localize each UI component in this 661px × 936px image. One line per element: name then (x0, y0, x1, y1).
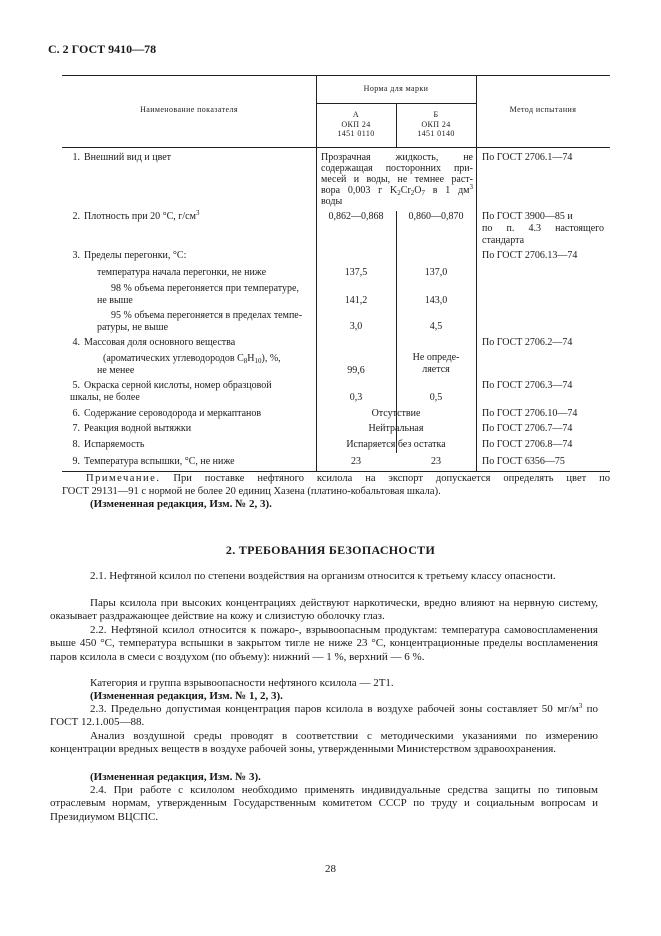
note-label: Примечание. (86, 473, 161, 484)
row-1-name: Внешний вид и цвет (84, 152, 172, 163)
paragraph-2-1: 2.1. Нефтяной ксилол по степени воздействия на организм относится к третьему классу опасности. (90, 570, 556, 582)
row-5-name-line: шкалы, не более (70, 392, 140, 403)
row-2-method-line: по п. 4.3 настоящего (482, 223, 604, 234)
row-4-method: По ГОСТ 2706.2—74 (482, 337, 573, 348)
row-2-name: Плотность при 20 °С, $г/см^3$ (84, 209, 200, 222)
col-name-header: Наименование показателя (140, 105, 238, 114)
paragraph-analysis: Анализ воздушной среды проводят в соответствии с методическими указаниями по измерению концентрации вредных веществ в воздухе рабочей зоны, утвержденными Министерством здравоохранения. (50, 730, 598, 756)
row-1-norm-line: содержащая посторонних при- (321, 163, 473, 174)
paragraph-2-3: 2.3. Предельно допустимая концентрация паров ксилола в воздухе рабочей зоны составляет 50 $мг/м^3$ по ГОСТ 12.1.005—88. (50, 702, 598, 729)
amendment-note-1: (Измененная редакция, Изм. № 2, 3). (90, 498, 272, 510)
row-2-method (482, 211, 604, 247)
row-5-name-line: Окраска серной кислоты, номер образцовой (84, 380, 272, 391)
row-3-sub-2-line: 98 % объема перегоняется при температуре, (111, 283, 299, 294)
row-9-name: Температура вспышки, °С, не ниже (84, 456, 235, 467)
paragraph-hazard: Пары ксилола при высоких концентрациях действуют наркотически, вредно влияют на нервную систему, оказывает раздражающее действие на кожу и слизистую оболочку глаз. (50, 597, 598, 623)
col-b-letter: Б (433, 110, 439, 119)
col-b-header (396, 110, 476, 139)
row-1-appearance-norm (321, 152, 473, 207)
row-1-norm-line: Прозрачная жидкость, не (321, 152, 473, 163)
row-3-name: Пределы перегонки, °С: (84, 250, 187, 261)
row-3-sub-3-name (97, 310, 315, 334)
row-3-sub-1-a: 137,5 (344, 267, 368, 278)
row-7-name: Реакция водной вытяжки (84, 423, 192, 434)
row-3-sub-1-b: 137,0 (424, 267, 448, 278)
col-b-code: 1451 0140 (417, 129, 455, 139)
col-a-okp: ОКП 24 (341, 119, 371, 129)
row-3-sub-3-line: 95 % объема перегоняется в пределах темпе- (111, 310, 303, 321)
table-top-rule (62, 75, 610, 76)
row-4-name: Массовая доля основного вещества (84, 337, 236, 348)
row-2-num: 2. (72, 211, 80, 222)
row-4-name-cont (97, 353, 315, 377)
paragraph-2-2: 2.2. Нефтяной ксилол относится к пожаро-, взрывоопасным продуктам: температура самовоспламенения выше 450 °С, температура вспышки в закрытом тигле не ниже 23 °С, концентрационные пределы воспламенения паров ксилола в смеси с воздухом (по объему): нижний — 1 %, верхний — 6 %. (50, 624, 598, 663)
row-2-method-line: По ГОСТ 3900—85 и (482, 211, 573, 222)
row-9-a: 23 (351, 456, 361, 467)
row-7-num: 7. (72, 423, 80, 434)
row-1-norm-line: месей и воды, не темнее раст- (321, 174, 473, 185)
row-4-name-line: не менее (97, 365, 135, 376)
note-line: Примечание. При поставке нефтяного ксилола на экспорт допускается определять цвет по (86, 473, 610, 484)
row-3-method: По ГОСТ 2706.13—74 (482, 250, 578, 261)
col-a-code: 1451 0110 (337, 129, 375, 139)
row-4-b-line: Не опреде- (412, 352, 460, 363)
paragraph-category: Категория и группа взрывоопасности нефтяного ксилола — 2Т1. (90, 677, 394, 689)
properties-table (62, 75, 610, 472)
row-9-num: 9. (72, 456, 80, 467)
row-2-method-line: стандарта (482, 235, 525, 246)
row-5-a: 0,3 (349, 392, 363, 403)
row-9-method: По ГОСТ 6356—75 (482, 456, 565, 467)
section-title: 2. ТРЕБОВАНИЯ БЕЗОПАСНОСТИ (225, 543, 436, 557)
row-8-name: Испаряемость (84, 439, 145, 450)
row-8-num: 8. (72, 439, 80, 450)
row-3-sub-3-b: 4,5 (429, 321, 443, 332)
row-5-method: По ГОСТ 2706.3—74 (482, 380, 573, 391)
row-2-a: 0,862—0,868 (328, 211, 384, 222)
row-6-ab: Отсутствие (371, 408, 421, 419)
row-6-method: По ГОСТ 2706.10—74 (482, 408, 578, 419)
row-4-a: 99,6 (347, 365, 365, 376)
amendment-note-3: (Измененная редакция, Изм. № 3). (90, 771, 261, 783)
table-bottom-rule (62, 471, 610, 472)
row-2-b: 0,860—0,870 (408, 211, 464, 222)
row-8-ab: Испаряется без остатка (346, 439, 446, 450)
row-1-num: 1. (72, 152, 80, 163)
row-9-b: 23 (431, 456, 441, 467)
row-5-name (70, 380, 314, 404)
row-3-sub-1-name: температура начала перегонки, не ниже (97, 267, 267, 278)
row-8-method: По ГОСТ 2706.8—74 (482, 439, 573, 450)
row-5-num: 5. (72, 380, 80, 391)
row-7-method: По ГОСТ 2706.7—74 (482, 423, 573, 434)
row-1-norm-line: воды (321, 196, 343, 207)
row-5-b: 0,5 (429, 392, 443, 403)
row-3-sub-2-name (97, 283, 315, 307)
row-4-num: 4. (72, 337, 80, 348)
note-line: ГОСТ 29131—91 с нормой не более 20 единиц Хазена (платино-кобальтовая шкала). (62, 485, 441, 497)
row-1-method: По ГОСТ 2706.1—74 (482, 152, 573, 163)
row-4-b (396, 352, 476, 376)
table-note (62, 473, 610, 498)
row-3-sub-2-b: 143,0 (424, 295, 448, 306)
row-4-name-line: (ароматических углеводородов $С_8Н_{10}$), %, (103, 353, 281, 365)
row-3-sub-3-a: 3,0 (349, 321, 363, 332)
page-header: С. 2 ГОСТ 9410—78 (48, 42, 157, 56)
row-1-norm-line: вора 0,003 г $K_2Cr_2O_7$ в 1 $дм^3$ (321, 183, 474, 197)
col-divider-method (476, 75, 477, 471)
paragraph-2-4: 2.4. При работе с ксилолом необходимо применять индивидуальные средства защиты по типовым отраслевым нормам, утвержденным Государственным комитетом СССР по труду и социальным вопросам и Президиумом ВЦСПС. (50, 784, 598, 823)
row-3-sub-3-line: ратуры, не выше (97, 322, 169, 333)
row-6-num: 6. (72, 408, 80, 419)
col-norm-header: Норма для марки (363, 84, 429, 93)
amendment-note-2: (Измененная редакция, Изм. № 1, 2, 3). (90, 690, 283, 702)
row-3-sub-2-line: не выше (97, 295, 133, 306)
page-number: 28 (325, 863, 336, 875)
col-a-header (316, 110, 396, 139)
row-4-b-line: ляется (422, 364, 450, 375)
col-a-letter: А (352, 110, 360, 119)
row-7-ab: Нейтральная (368, 423, 424, 434)
row-6-name: Содержание сероводорода и меркаптанов (84, 408, 262, 419)
row-3-num: 3. (72, 250, 80, 261)
col-b-okp: ОКП 24 (421, 119, 451, 129)
row-3-sub-2-a: 141,2 (344, 295, 368, 306)
col-method-header: Метод испытания (509, 105, 577, 114)
table-header-rule (62, 147, 610, 148)
